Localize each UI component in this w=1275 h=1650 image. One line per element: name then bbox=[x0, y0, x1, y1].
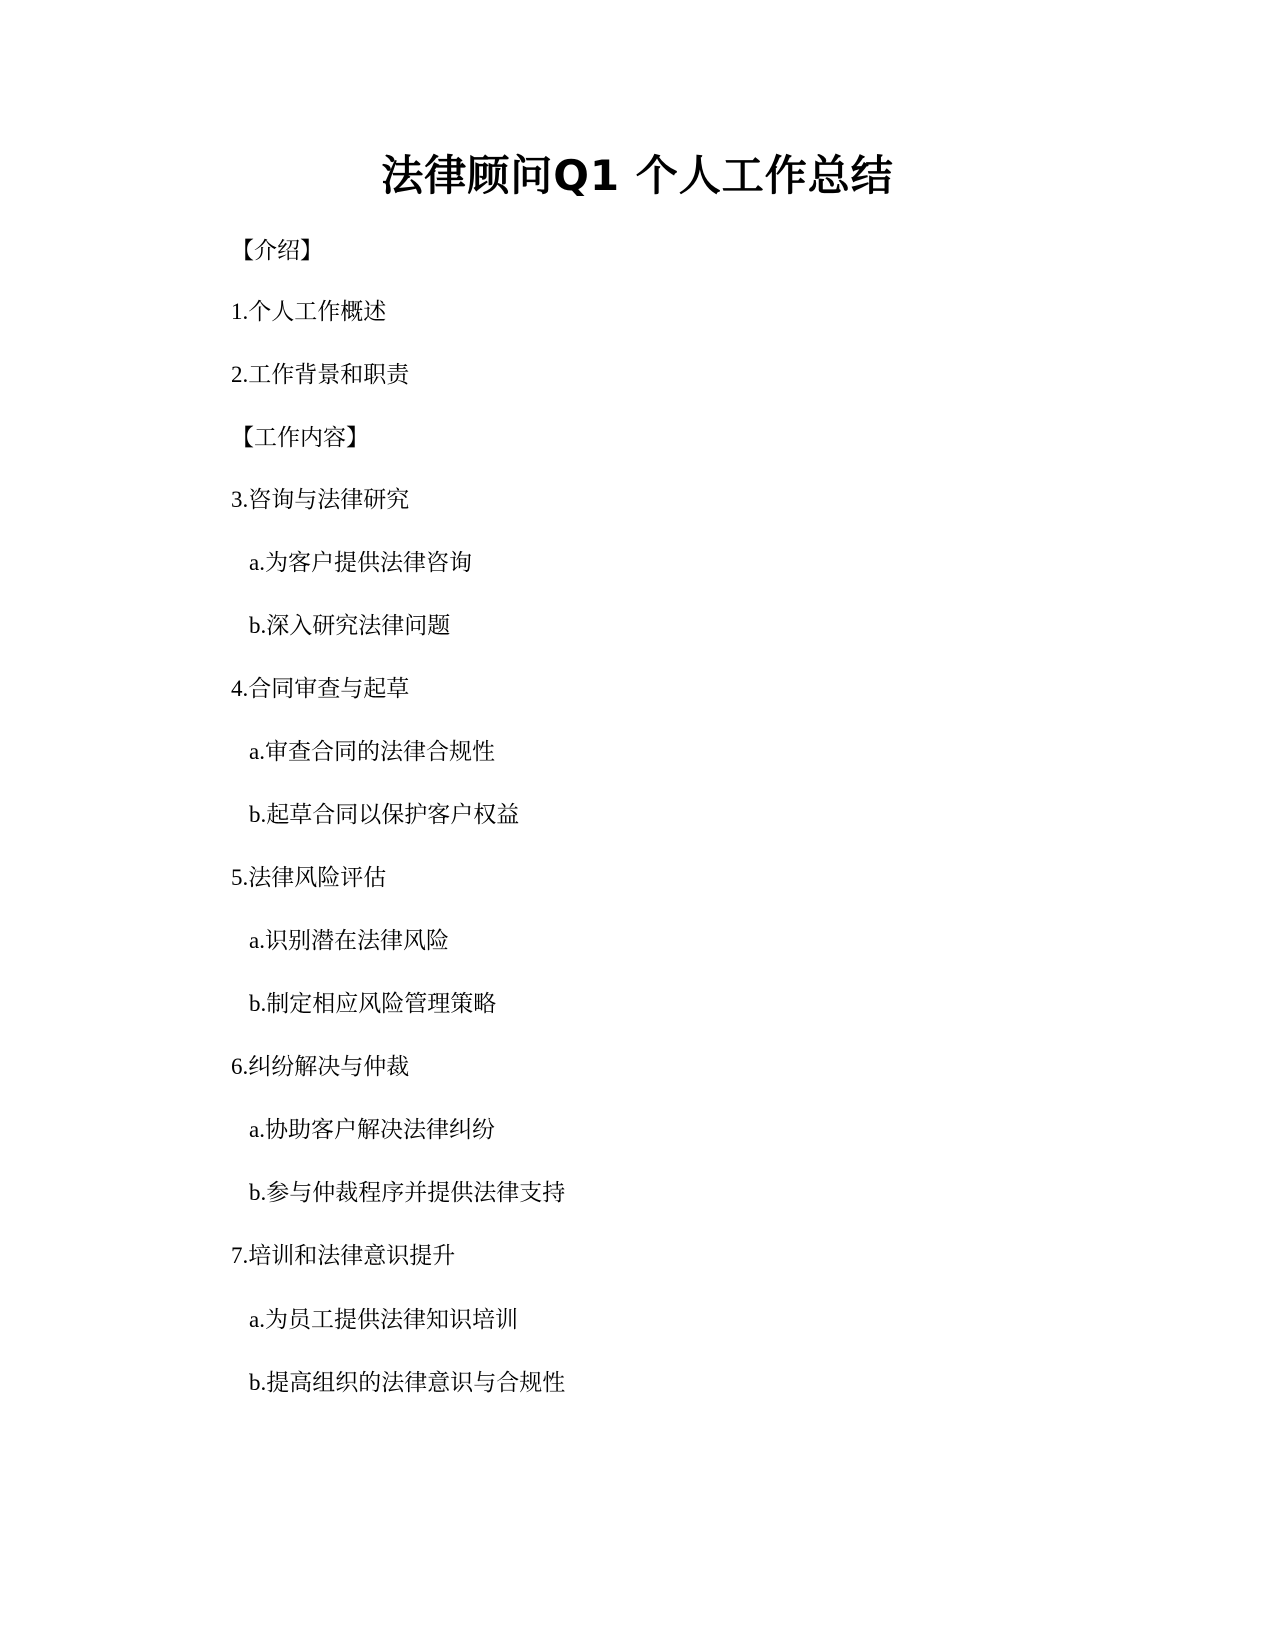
section-heading-work-content: 【工作内容】 bbox=[231, 425, 369, 450]
sub-list-item: b.深入研究法律问题 bbox=[249, 613, 451, 638]
list-item: 3.咨询与法律研究 bbox=[231, 487, 410, 512]
list-item: 4.合同审查与起草 bbox=[231, 676, 410, 701]
sub-list-item: a.协助客户解决法律纠纷 bbox=[249, 1117, 495, 1142]
sub-list-item: a.识别潜在法律风险 bbox=[249, 928, 449, 953]
sub-list-item: b.起草合同以保护客户权益 bbox=[249, 802, 520, 827]
sub-list-item: a.审查合同的法律合规性 bbox=[249, 739, 495, 764]
list-item: 2.工作背景和职责 bbox=[231, 362, 410, 387]
sub-list-item: a.为客户提供法律咨询 bbox=[249, 550, 472, 575]
list-item: 7.培训和法律意识提升 bbox=[231, 1243, 456, 1268]
list-item: 6.纠纷解决与仲裁 bbox=[231, 1054, 410, 1079]
document-title: 法律顾问Q1 个人工作总结 bbox=[381, 151, 894, 200]
sub-list-item: b.提高组织的法律意识与合规性 bbox=[249, 1370, 566, 1395]
list-item: 1.个人工作概述 bbox=[231, 299, 387, 324]
list-item: 5.法律风险评估 bbox=[231, 865, 387, 890]
sub-list-item: b.制定相应风险管理策略 bbox=[249, 991, 497, 1016]
sub-list-item: b.参与仲裁程序并提供法律支持 bbox=[249, 1180, 566, 1205]
sub-list-item: a.为员工提供法律知识培训 bbox=[249, 1307, 518, 1332]
section-heading-intro: 【介绍】 bbox=[231, 238, 323, 263]
